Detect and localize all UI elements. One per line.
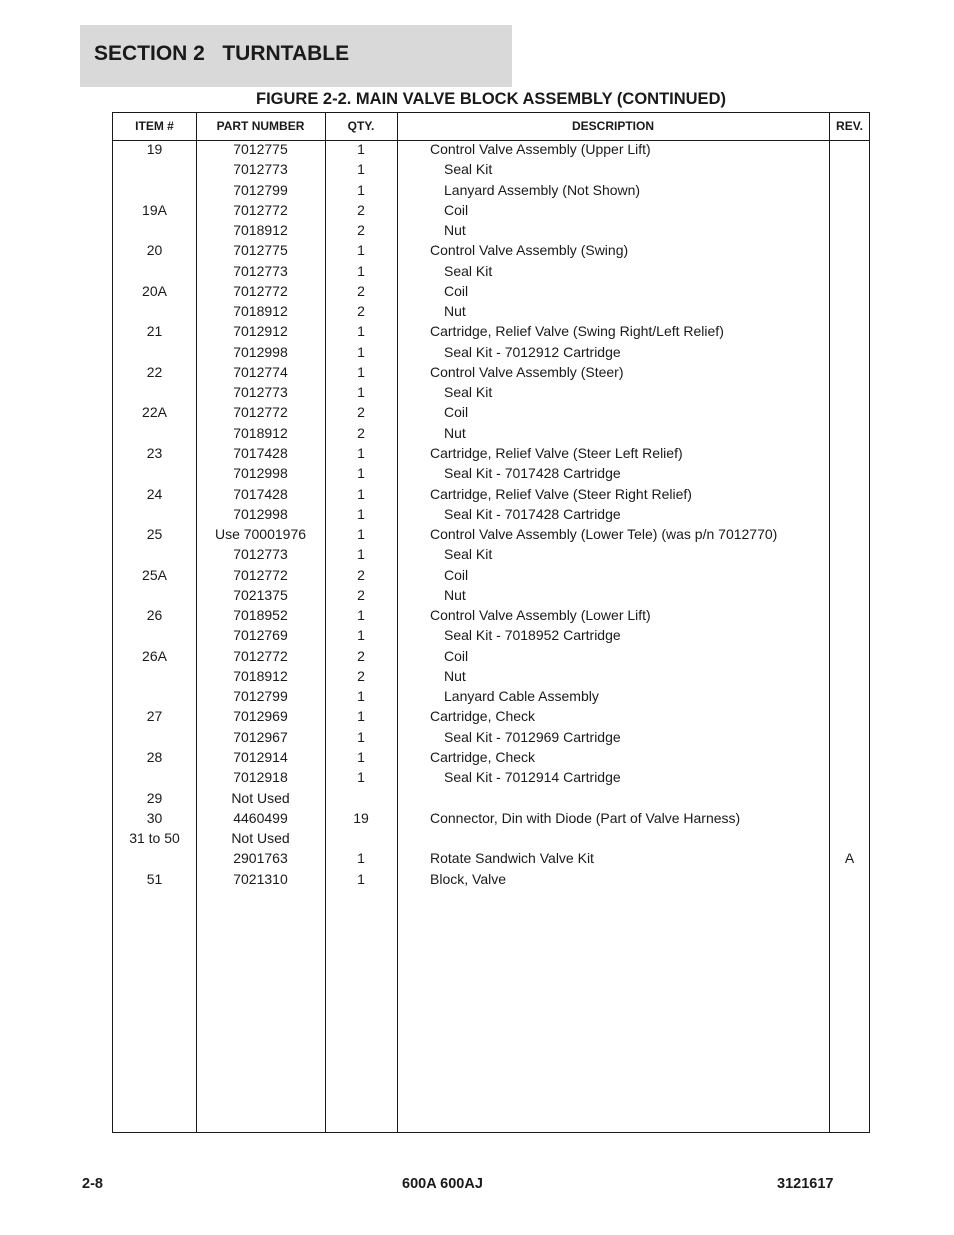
item-number-cell: 28 [146,748,163,765]
quantity-cell: 19 [353,809,369,826]
revision-cell [829,829,870,849]
item-number-cell [113,626,196,646]
quantity-cell: 1 [357,343,365,360]
revision-cell [829,424,870,444]
column-header-rev: REV. [836,119,863,133]
item-number-cell: 25A [142,566,167,583]
column-header-description: DESCRIPTION [571,119,654,133]
quantity-cell: 1 [357,870,365,887]
quantity-cell: 1 [357,748,365,765]
item-number-cell: 25 [146,526,163,543]
item-number-cell: 31 to 50 [129,830,180,847]
item-number-cell: 26 [146,607,163,624]
column-header-part-number: PART NUMBER [216,119,305,133]
part-number-cell: 7018952 [233,607,288,624]
part-number-cell: 7021375 [233,586,288,603]
quantity-cell: 1 [357,384,365,401]
part-number-cell: 7017428 [233,485,288,502]
revision-cell [829,201,870,221]
description-cell: Lanyard Cable Assembly [444,688,599,705]
table-row [113,707,869,727]
revision-cell: A [844,850,855,867]
revision-cell [829,262,870,282]
part-number-cell: 7012772 [233,282,288,299]
item-number-cell: 51 [146,870,163,887]
description-cell: Connector, Din with Diode (Part of Valve Harness) [430,809,741,826]
description-cell: Seal Kit - 7012912 Cartridge [444,343,621,360]
part-number-cell: 7012912 [233,323,288,340]
part-number-cell: Use 70001976 [214,526,307,543]
description-cell: Nut [444,424,466,441]
quantity-cell: 2 [357,586,365,603]
revision-cell [829,768,870,788]
revision-cell [829,282,870,302]
table-row [113,728,869,748]
part-number-cell: 7012773 [233,384,288,401]
quantity-cell: 1 [357,363,365,380]
part-number-cell: 7018912 [233,303,288,320]
table-row [113,403,869,423]
table-row [113,302,869,322]
quantity-cell: 1 [357,688,365,705]
part-number-cell: 7012773 [233,546,288,563]
revision-cell [829,707,870,727]
item-number-cell [113,464,196,484]
description-cell: Lanyard Assembly (Not Shown) [444,181,641,198]
description-cell: Seal Kit [444,546,493,563]
item-number-cell [113,667,196,687]
figure-title: FIGURE 2-2. MAIN VALVE BLOCK ASSEMBLY (CONTINUED) [256,90,726,108]
revision-cell [829,525,870,545]
quantity-cell: 1 [357,161,365,178]
revision-cell [829,383,870,403]
table-row [113,647,869,667]
quantity-cell: 1 [357,708,365,725]
table-row [113,748,869,768]
description-cell [430,829,830,849]
table-row [113,586,869,606]
table-row [113,849,869,869]
description-cell: Nut [444,667,466,684]
quantity-cell: 1 [357,526,365,543]
part-number-cell: 7012772 [233,566,288,583]
item-number-cell: 30 [146,809,163,826]
item-number-cell [113,768,196,788]
table-row [113,829,869,849]
revision-cell [829,647,870,667]
revision-cell [829,505,870,525]
item-number-cell [113,383,196,403]
item-number-cell: 23 [146,444,163,461]
table-row [113,140,869,160]
table-row [113,667,869,687]
table-row [113,505,869,525]
part-number-cell: 7012799 [233,181,288,198]
revision-cell [829,626,870,646]
revision-cell [829,140,870,160]
revision-cell [829,403,870,423]
table-row [113,343,869,363]
description-cell: Cartridge, Relief Valve (Swing Right/Left Relief) [430,323,724,340]
part-number-cell: 7018912 [233,667,288,684]
table-row [113,221,869,241]
part-number-cell: 7012774 [233,363,288,380]
description-cell: Cartridge, Check [430,708,536,725]
quantity-cell: 1 [357,444,365,461]
quantity-cell: 1 [357,850,365,867]
quantity-cell: 2 [357,424,365,441]
item-number-cell [113,424,196,444]
description-cell: Seal Kit [444,262,493,279]
revision-cell [829,687,870,707]
part-number-cell: 7012998 [233,505,288,522]
quantity-cell: 2 [357,222,365,239]
item-number-cell: 19 [146,141,163,157]
description-cell: Seal Kit - 7017428 Cartridge [444,505,621,522]
table-row [113,545,869,565]
table-row [113,322,869,342]
quantity-cell: 1 [357,323,365,340]
quantity-cell: 2 [357,282,365,299]
revision-cell [829,728,870,748]
revision-cell [829,343,870,363]
section-header-banner [80,25,512,87]
part-number-cell: 7012799 [233,688,288,705]
revision-cell [829,789,870,809]
part-number-cell: 7012998 [233,343,288,360]
description-cell: Seal Kit - 7012914 Cartridge [444,769,621,786]
table-row [113,809,869,829]
part-number-cell: 4460499 [233,809,288,826]
item-number-cell [113,302,196,322]
description-cell: Control Valve Assembly (Lower Tele) (was p/n 7012770) [430,526,778,543]
item-number-cell [113,181,196,201]
item-number-cell: 22 [146,363,163,380]
revision-cell [829,667,870,687]
item-number-cell: 26A [142,647,167,664]
quantity-cell: 1 [357,769,365,786]
part-number-cell: 7012969 [233,708,288,725]
part-number-cell: 7012772 [233,647,288,664]
table-row [113,282,869,302]
description-cell: Control Valve Assembly (Upper Lift) [430,141,651,157]
item-number-cell: 20 [146,242,163,259]
table-row [113,687,869,707]
table-row [113,485,869,505]
table-row [113,262,869,282]
quantity-cell: 1 [357,242,365,259]
part-number-cell: 7018912 [233,424,288,441]
table-row [113,160,869,180]
description-cell: Control Valve Assembly (Lower Lift) [430,607,651,624]
part-number-cell: 7012769 [233,627,288,644]
part-number-cell: 7012967 [233,728,288,745]
revision-cell [829,748,870,768]
part-number-cell: 7018912 [233,222,288,239]
item-number-cell: 19A [142,201,167,218]
description-cell: Coil [444,201,469,218]
quantity-cell: 2 [357,404,365,421]
item-number-cell [113,849,196,869]
table-row [113,201,869,221]
revision-cell [829,241,870,261]
table-row [113,241,869,261]
description-cell: Seal Kit - 7018952 Cartridge [444,627,621,644]
item-number-cell [113,728,196,748]
description-cell: Control Valve Assembly (Steer) [430,363,624,380]
part-number-cell: 7012773 [233,161,288,178]
table-row [113,444,869,464]
revision-cell [829,302,870,322]
revision-cell [829,485,870,505]
quantity-cell: 1 [357,546,365,563]
revision-cell [829,444,870,464]
revision-cell [829,160,870,180]
item-number-cell [113,160,196,180]
quantity-cell: 1 [357,181,365,198]
item-number-cell: 24 [146,485,163,502]
section-title: SECTION 2 TURNTABLE [94,42,350,65]
quantity-cell: 2 [357,303,365,320]
description-cell: Cartridge, Relief Valve (Steer Left Relief) [430,444,683,461]
item-number-cell [113,545,196,565]
description-cell: Coil [444,566,469,583]
revision-cell [829,363,870,383]
table-row [113,626,869,646]
description-cell: Seal Kit - 7017428 Cartridge [444,465,621,482]
quantity-cell: 1 [357,485,365,502]
revision-cell [829,809,870,829]
table-row [113,424,869,444]
part-number-cell: 7012772 [233,404,288,421]
table-row [113,525,869,545]
part-number-cell: Not Used [231,830,290,847]
revision-cell [829,586,870,606]
table-row [113,789,869,809]
item-number-cell: 27 [146,708,163,725]
quantity-cell: 1 [357,141,365,157]
part-number-cell: 7012772 [233,201,288,218]
column-header-qty: QTY. [347,119,375,133]
description-cell: Cartridge, Check [430,748,536,765]
revision-cell [829,221,870,241]
revision-cell [829,870,870,890]
description-cell: Coil [444,282,469,299]
part-number-cell: 7012775 [233,141,288,157]
document-number: 3121617 [777,1176,834,1192]
item-number-cell: 29 [146,789,163,806]
quantity-cell: 1 [357,728,365,745]
description-cell: Seal Kit - 7012969 Cartridge [444,728,621,745]
part-number-cell: 7021310 [233,870,288,887]
description-cell: Coil [444,404,469,421]
item-number-cell [113,687,196,707]
table-body [113,140,869,890]
item-number-cell [113,262,196,282]
item-number-cell: 20A [142,282,167,299]
part-number-cell: Not Used [231,789,290,806]
quantity-cell: 2 [357,201,365,218]
description-cell: Seal Kit [444,161,493,178]
item-number-cell [113,505,196,525]
item-number-cell [113,221,196,241]
item-number-cell: 22A [142,404,167,421]
table-row [113,464,869,484]
item-number-cell: 21 [146,323,163,340]
description-cell: Nut [444,222,466,239]
description-cell: Block, Valve [430,870,506,887]
quantity-cell: 1 [357,607,365,624]
table-row [113,383,869,403]
quantity-cell: 1 [357,262,365,279]
table-row [113,363,869,383]
quantity-cell: 2 [357,667,365,684]
page-number: 2-8 [82,1176,103,1192]
quantity-cell: 2 [357,566,365,583]
part-number-cell: 7012773 [233,262,288,279]
model-number: 600A 600AJ [402,1176,483,1192]
quantity-cell [325,789,397,809]
revision-cell [829,181,870,201]
table-row [113,606,869,626]
quantity-cell: 1 [357,465,365,482]
description-cell: Cartridge, Relief Valve (Steer Right Relief) [430,485,692,502]
part-number-cell: 7017428 [233,444,288,461]
description-cell: Rotate Sandwich Valve Kit [430,850,594,867]
quantity-cell: 1 [357,505,365,522]
column-header-item: ITEM # [135,119,174,133]
parts-table [112,112,870,1133]
table-row [113,181,869,201]
description-cell: Coil [444,647,469,664]
revision-cell [829,566,870,586]
part-number-cell: 7012775 [233,242,288,259]
description-cell: Nut [444,586,466,603]
quantity-cell: 1 [357,627,365,644]
description-cell: Control Valve Assembly (Swing) [430,242,629,259]
description-cell: Seal Kit [444,384,493,401]
revision-cell [829,322,870,342]
part-number-cell: 7012998 [233,465,288,482]
part-number-cell: 7012918 [233,769,288,786]
table-row [113,566,869,586]
quantity-cell [325,829,397,849]
item-number-cell [113,343,196,363]
quantity-cell: 2 [357,647,365,664]
part-number-cell: 7012914 [233,748,288,765]
description-cell: Nut [444,303,466,320]
revision-cell [829,545,870,565]
table-row [113,768,869,788]
item-number-cell [113,586,196,606]
part-number-cell: 2901763 [233,850,288,867]
description-cell [430,789,830,809]
revision-cell [829,464,870,484]
revision-cell [829,606,870,626]
table-row [113,870,869,890]
